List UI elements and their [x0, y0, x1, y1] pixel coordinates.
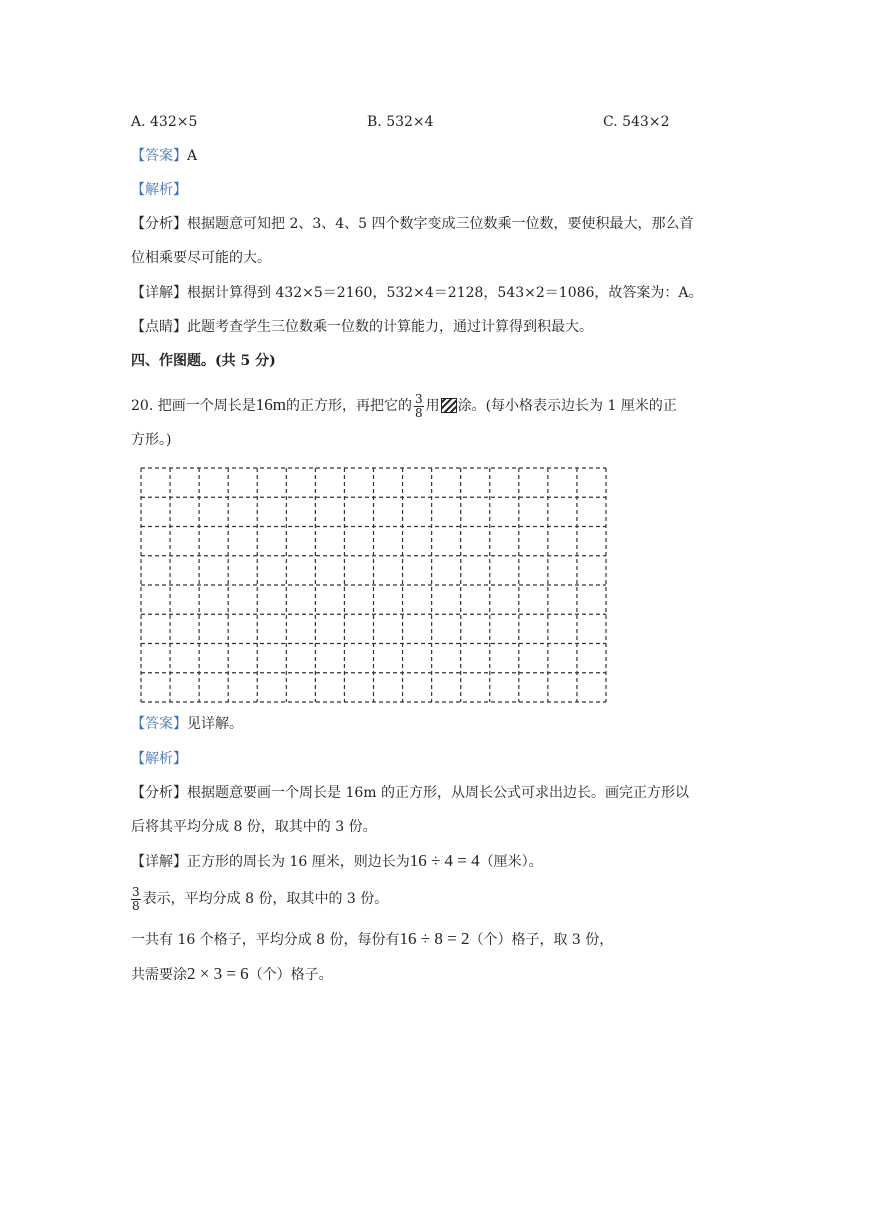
- q20-stem-line2: 方形。): [131, 432, 172, 448]
- q20-stem-c: 用: [425, 398, 440, 414]
- dashed-grid: [140, 467, 607, 703]
- q19-answer: [131, 146, 197, 166]
- option-c: C. 543×2: [603, 114, 670, 130]
- q19-fenxi-line1: [131, 214, 694, 234]
- q20-stem-d: 涂。(每小格表示边长为 1 厘米的正: [457, 398, 677, 414]
- q20-analysis-label: 【解析】: [131, 751, 187, 767]
- multiplication-equation: 2 × 3 = 6: [187, 964, 249, 983]
- option-b: B. 532×4: [367, 114, 434, 130]
- detail-label: 【详解】: [131, 285, 187, 301]
- answer-label: 【答案】: [131, 148, 187, 164]
- fraction-line-text: 表示，平均分成 8 份，取其中的 3 份。: [142, 891, 389, 907]
- fenxi-label: 【分析】: [131, 216, 187, 232]
- fenxi-label: 【分析】: [131, 785, 187, 801]
- q20-number: 20.: [131, 398, 154, 414]
- answer-value: A: [187, 148, 198, 164]
- detail-text: 正方形的周长为 16 厘米，则边长为: [187, 854, 410, 870]
- section-title: 四、作图题。(共 5 分): [131, 353, 276, 369]
- answer-label: 【答案】: [131, 716, 187, 732]
- q19-analysis-label: 【解析】: [131, 182, 187, 198]
- fraction-three-eighths: $\frac{3}{8}$: [132, 884, 140, 913]
- q20-stem-a: 把画一个周长是: [153, 398, 256, 414]
- division-equation: 16 ÷ 8 = 2: [399, 929, 470, 948]
- q20-grid-count-line: 一共有 16 个格子，平均分成 8 份，每份有16 ÷ 8 = 2（个）格子，取 3 份，: [131, 929, 614, 948]
- comment-text: 此题考查学生三位数乘一位数的计算能力，通过计算得到积最大。: [187, 319, 593, 335]
- q20-final-line: 共需要涂2 × 3 = 6（个）格子。: [131, 964, 333, 983]
- fenxi-text: 根据题意可知把 2、3、4、5 四个数字变成三位数乘一位数，要使积最大，那么首: [187, 216, 694, 232]
- option-a: A. 432×5: [131, 114, 198, 130]
- q19-fenxi-line2: 位相乘要尽可能的大。: [131, 250, 271, 266]
- fenxi-text: 根据题意要画一个周长是 16m 的正方形，从周长公式可求出边长。画完正方形以: [187, 785, 689, 801]
- q20-stem-length: 16m: [255, 395, 286, 414]
- q20-answer: [131, 714, 243, 734]
- answer-value: 见详解。: [187, 716, 243, 732]
- q20-fraction-line: [131, 884, 388, 914]
- hatch-pattern-icon: [441, 398, 457, 413]
- comment-label: 【点睛】: [131, 319, 187, 335]
- detail-text: 根据计算得到 432×5＝2160，532×4＝2128，543×2＝1086，故答案为：A。: [187, 285, 703, 301]
- q20-stem-b: 的正方形，再把它的: [285, 398, 412, 414]
- q19-comment: [131, 317, 593, 337]
- detail-unit: （厘米）。: [479, 854, 543, 870]
- detail-label: 【详解】: [131, 854, 187, 870]
- q20-stem-line1: [131, 390, 677, 421]
- q19-detail: [131, 283, 703, 303]
- fraction-three-eighths: $\frac{3}{8}$: [414, 391, 423, 420]
- detail-equation: 16 ÷ 4 = 4: [409, 851, 480, 870]
- q20-fenxi-line2: 后将其平均分成 8 份，取其中的 3 份。: [131, 819, 377, 835]
- q20-detail: [131, 851, 543, 872]
- q20-fenxi-line1: [131, 783, 689, 803]
